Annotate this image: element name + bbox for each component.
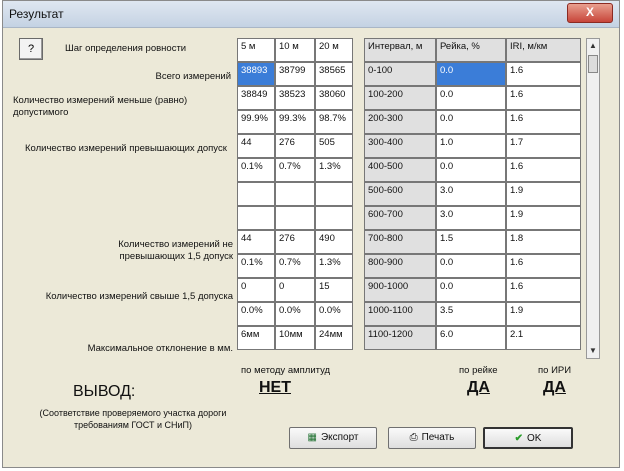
- interval-row-header[interactable]: 200-300: [364, 110, 436, 134]
- step-header-2: 20 м: [315, 38, 353, 62]
- step-cell[interactable]: 0.7%: [275, 158, 315, 182]
- conclusion-title: ВЫВОД:: [73, 383, 136, 400]
- step-cell[interactable]: [315, 182, 353, 206]
- step-cell[interactable]: 0: [237, 278, 275, 302]
- le-1-5-label: Количество измерений не превышающих 1,5 допуск: [118, 239, 233, 262]
- le-tolerance-label: Количество измерений меньше (равно) допустимого: [13, 95, 188, 118]
- export-button[interactable]: [289, 427, 377, 449]
- interval-cell[interactable]: 1.0: [436, 134, 506, 158]
- step-cell[interactable]: [237, 182, 275, 206]
- iri-result: ДА: [543, 379, 566, 396]
- conclusion-note: (Соответствие проверяемого участка дороги требованиям ГОСТ и СНиП): [39, 408, 227, 430]
- step-cell[interactable]: 0.0%: [237, 302, 275, 326]
- interval-row-header[interactable]: 1000-1100: [364, 302, 436, 326]
- step-cell[interactable]: 44: [237, 134, 275, 158]
- rail-result: ДА: [467, 379, 490, 396]
- step-cell[interactable]: 1.3%: [315, 158, 353, 182]
- interval-header-2: IRI, м/км: [506, 38, 581, 62]
- interval-cell[interactable]: 1.9: [506, 206, 581, 230]
- interval-row-header[interactable]: 900-1000: [364, 278, 436, 302]
- step-cell[interactable]: 505: [315, 134, 353, 158]
- interval-cell[interactable]: 2.1: [506, 326, 581, 350]
- interval-cell[interactable]: 0.0: [436, 254, 506, 278]
- step-cell[interactable]: 1.3%: [315, 254, 353, 278]
- interval-cell[interactable]: 1.6: [506, 110, 581, 134]
- interval-row-header[interactable]: 800-900: [364, 254, 436, 278]
- step-cell[interactable]: 99.9%: [237, 110, 275, 134]
- check-icon: ✔: [514, 433, 523, 444]
- interval-header-0: Интервал, м: [364, 38, 436, 62]
- interval-cell[interactable]: 0.0: [436, 278, 506, 302]
- step-cell[interactable]: 38893: [237, 62, 275, 86]
- interval-cell[interactable]: 3.5: [436, 302, 506, 326]
- table-scrollbar[interactable]: [586, 38, 600, 359]
- step-cell[interactable]: 24мм: [315, 326, 353, 350]
- step-cell[interactable]: 38523: [275, 86, 315, 110]
- interval-cell[interactable]: 1.9: [506, 302, 581, 326]
- step-cell[interactable]: 0.0%: [275, 302, 315, 326]
- step-cell[interactable]: 38799: [275, 62, 315, 86]
- print-button[interactable]: [388, 427, 476, 449]
- step-cell[interactable]: 99.3%: [275, 110, 315, 134]
- interval-cell[interactable]: 1.6: [506, 86, 581, 110]
- interval-cell[interactable]: 1.6: [506, 278, 581, 302]
- interval-cell[interactable]: 0.0: [436, 110, 506, 134]
- window-title: Результат: [9, 7, 64, 21]
- interval-row-header[interactable]: 400-500: [364, 158, 436, 182]
- scroll-up-icon[interactable]: ▲: [589, 41, 597, 50]
- interval-row-header[interactable]: 300-400: [364, 134, 436, 158]
- gt-1-5-label: Количество измерений свыше 1,5 допуска: [45, 291, 233, 302]
- interval-cell[interactable]: 3.0: [436, 206, 506, 230]
- ok-label: OK: [526, 433, 542, 444]
- step-cell[interactable]: 6мм: [237, 326, 275, 350]
- step-cell[interactable]: 276: [275, 230, 315, 254]
- gt-tolerance-label: Количество измерений превышающих допуск: [25, 143, 227, 154]
- interval-cell[interactable]: 1.5: [436, 230, 506, 254]
- step-header-1: 10 м: [275, 38, 315, 62]
- step-label: Шаг определения ровности: [65, 43, 187, 54]
- interval-row-header[interactable]: 600-700: [364, 206, 436, 230]
- results-window: [2, 0, 620, 468]
- rail-label: по рейке: [459, 365, 498, 376]
- step-cell[interactable]: [275, 206, 315, 230]
- interval-cell[interactable]: 3.0: [436, 182, 506, 206]
- step-cell[interactable]: 490: [315, 230, 353, 254]
- print-label: Печать: [421, 432, 455, 443]
- step-cell[interactable]: 0.1%: [237, 158, 275, 182]
- scroll-down-icon[interactable]: ▼: [589, 346, 597, 355]
- step-cell[interactable]: 0: [275, 278, 315, 302]
- amplitude-result: НЕТ: [259, 379, 291, 396]
- step-cell[interactable]: 38565: [315, 62, 353, 86]
- step-cell[interactable]: [237, 206, 275, 230]
- step-cell[interactable]: 98.7%: [315, 110, 353, 134]
- printer-icon: ⎙: [409, 432, 418, 443]
- step-cell[interactable]: 276: [275, 134, 315, 158]
- interval-cell[interactable]: 1.6: [506, 254, 581, 278]
- interval-row-header[interactable]: 100-200: [364, 86, 436, 110]
- title-bar: [3, 1, 619, 28]
- step-cell[interactable]: 0.1%: [237, 254, 275, 278]
- step-cell[interactable]: 44: [237, 230, 275, 254]
- step-cell[interactable]: 10мм: [275, 326, 315, 350]
- interval-header-1: Рейка, %: [436, 38, 506, 62]
- interval-cell[interactable]: 6.0: [436, 326, 506, 350]
- interval-cell[interactable]: 0.0: [436, 158, 506, 182]
- interval-cell[interactable]: 1.6: [506, 158, 581, 182]
- step-cell[interactable]: 38849: [237, 86, 275, 110]
- interval-row-header[interactable]: 0-100: [364, 62, 436, 86]
- export-label: Экспорт: [320, 432, 359, 443]
- interval-row-header[interactable]: 1100-1200: [364, 326, 436, 350]
- interval-cell[interactable]: 1.7: [506, 134, 581, 158]
- interval-row-header[interactable]: 700-800: [364, 230, 436, 254]
- interval-cell[interactable]: 1.8: [506, 230, 581, 254]
- close-button[interactable]: X: [567, 3, 613, 23]
- interval-cell[interactable]: 0.0: [436, 62, 506, 86]
- ok-button[interactable]: [483, 427, 573, 449]
- interval-cell[interactable]: 0.0: [436, 86, 506, 110]
- interval-cell[interactable]: 1.9: [506, 182, 581, 206]
- step-cell[interactable]: [315, 206, 353, 230]
- interval-cell[interactable]: 1.6: [506, 62, 581, 86]
- amplitude-method-label: по методу амплитуд: [241, 365, 331, 376]
- help-button[interactable]: ?: [19, 38, 43, 60]
- step-cell[interactable]: 38060: [315, 86, 353, 110]
- max-deviation-label: Максимальное отклонение в мм.: [87, 343, 233, 354]
- total-label: Всего измерений: [155, 71, 231, 82]
- excel-icon: ▦: [307, 432, 317, 443]
- step-cell[interactable]: 0.7%: [275, 254, 315, 278]
- scroll-thumb[interactable]: [588, 55, 598, 73]
- iri-label: по ИРИ: [538, 365, 572, 376]
- step-cell[interactable]: 0.0%: [315, 302, 353, 326]
- step-header-0: 5 м: [237, 38, 275, 62]
- interval-row-header[interactable]: 500-600: [364, 182, 436, 206]
- step-cell[interactable]: [275, 182, 315, 206]
- step-cell[interactable]: 15: [315, 278, 353, 302]
